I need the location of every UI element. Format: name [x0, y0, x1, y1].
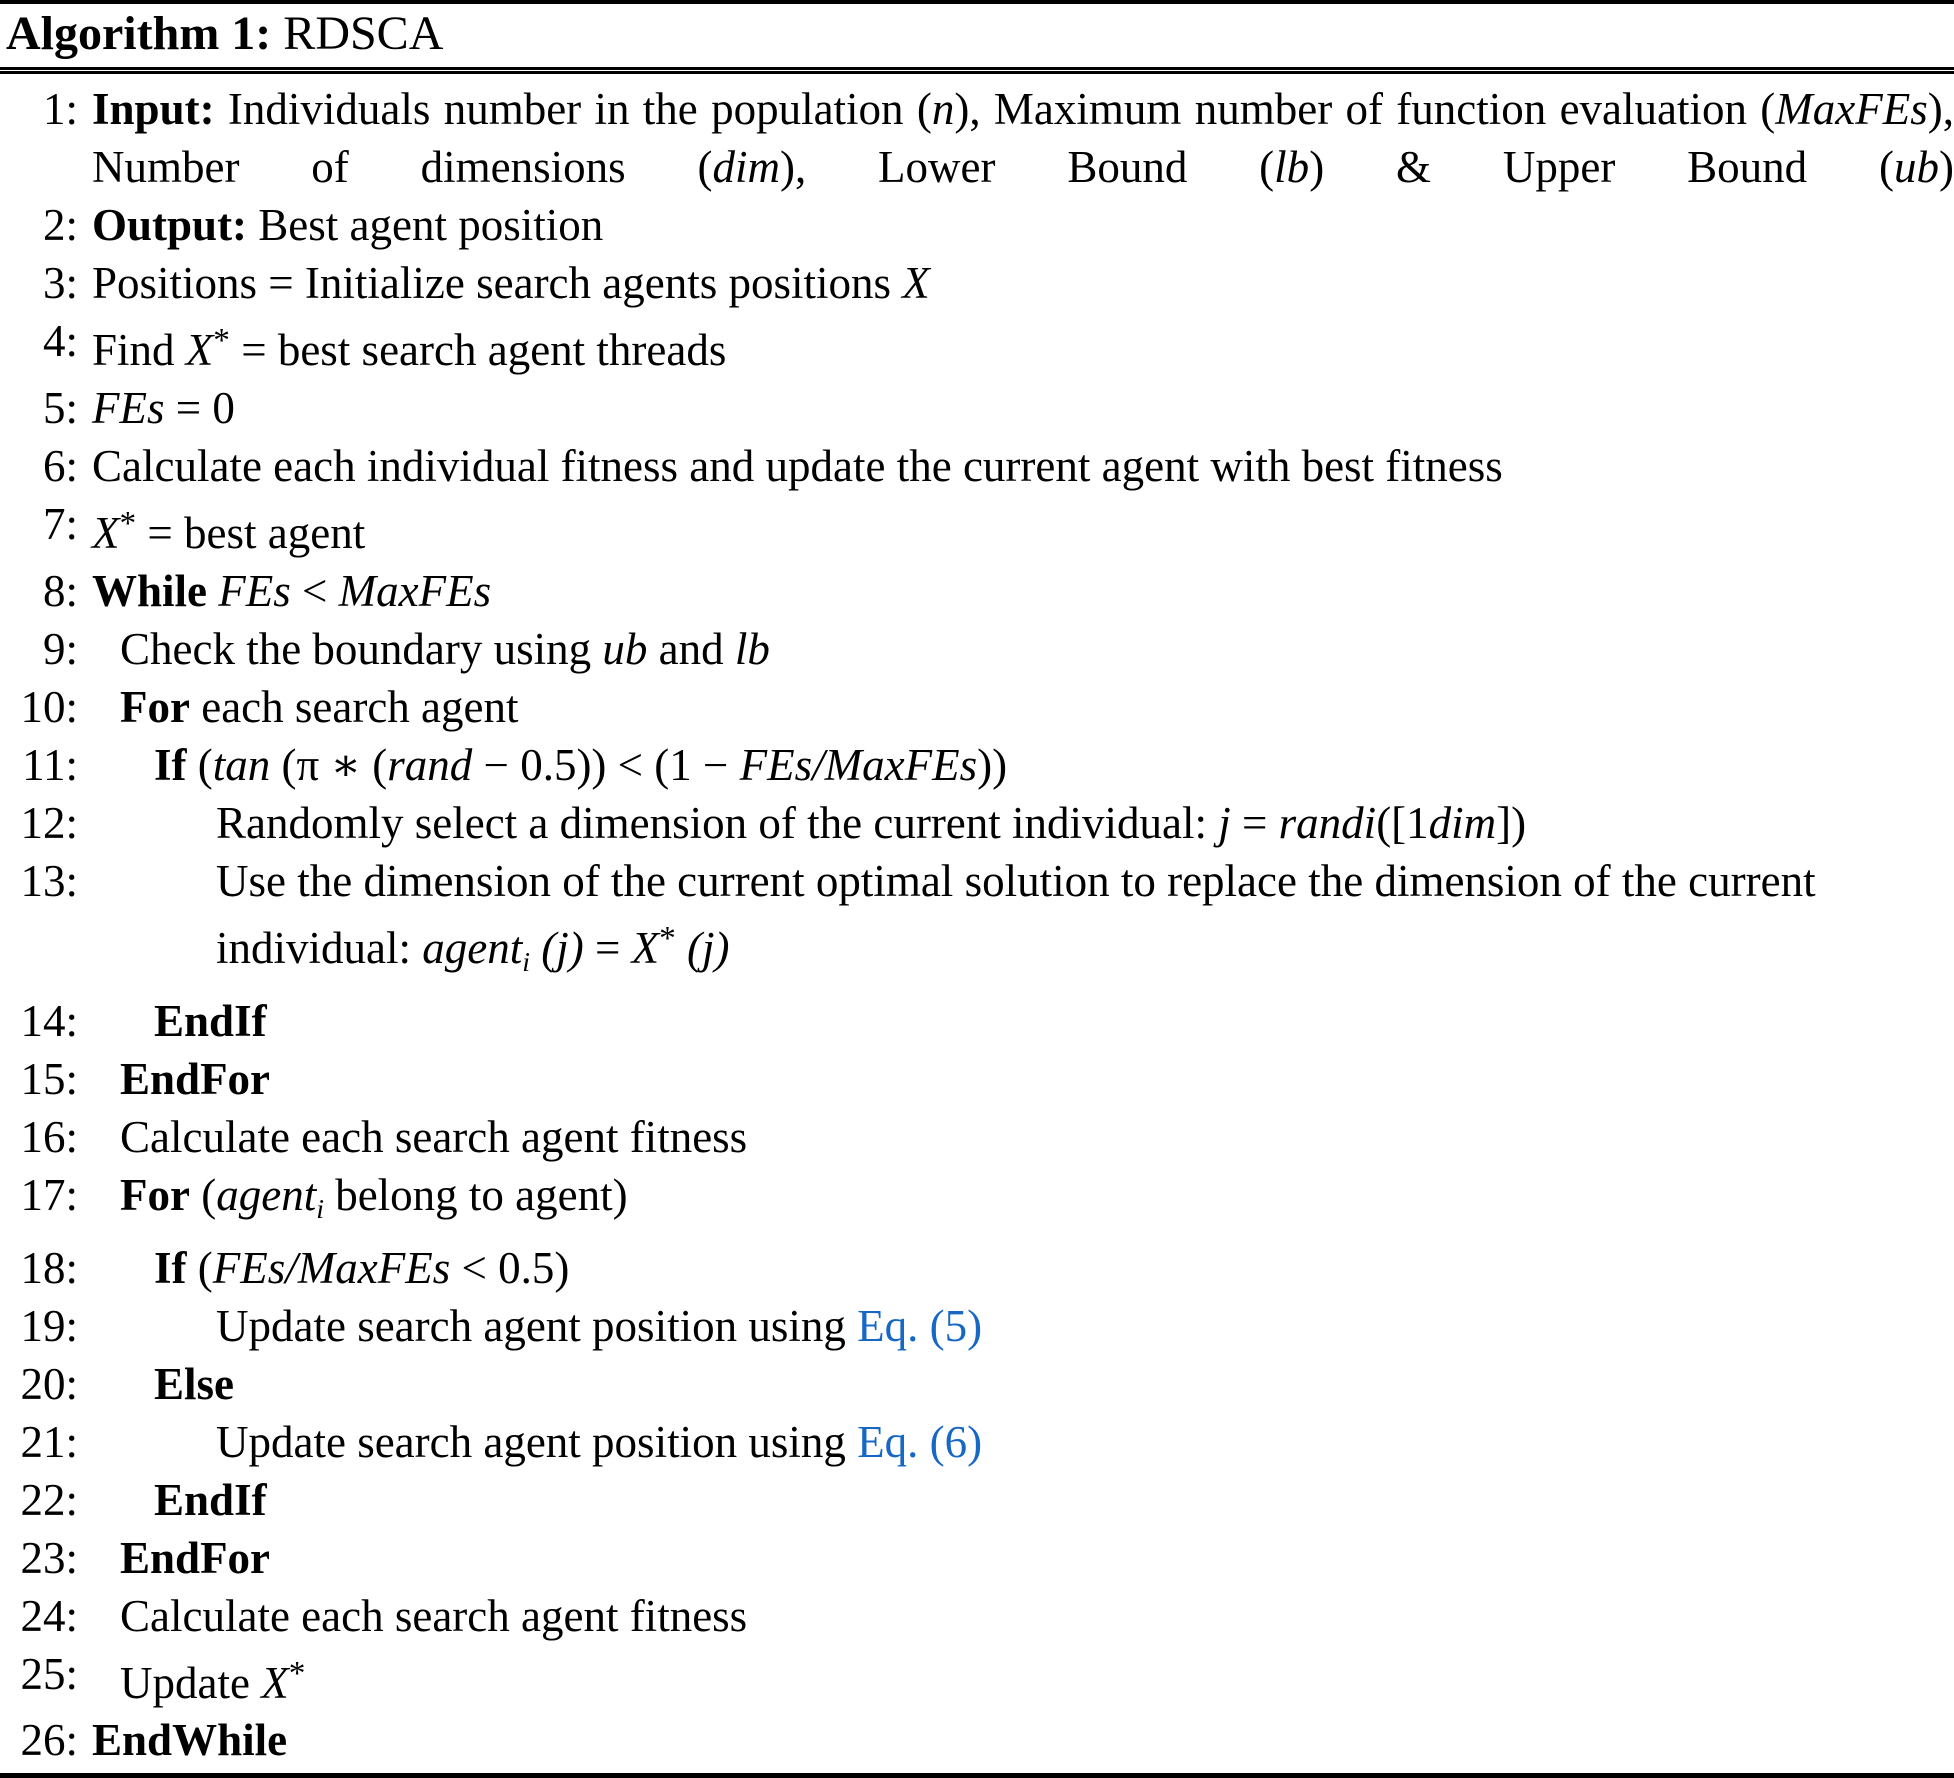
line-text-part: belong to agent)	[323, 1169, 628, 1220]
algorithm-line	[0, 992, 1954, 1050]
var-fes: FEs	[218, 565, 291, 616]
subscript-i: i	[522, 946, 530, 978]
star-superscript: *	[659, 919, 676, 957]
line-content	[92, 620, 1954, 678]
line-text: Calculate each search agent fitness	[120, 1111, 748, 1162]
line-text: Calculate each individual fitness and update the current agent with best fitness	[92, 440, 1503, 491]
line-number: 3:	[42, 257, 78, 308]
line-keyword: Output:	[92, 199, 248, 250]
algorithm-line	[0, 562, 1954, 620]
var-fes: FEs	[212, 1242, 286, 1293]
slash: /	[812, 739, 825, 790]
line-number: 13:	[20, 855, 78, 906]
expr-part: − 0.5)) < (1 −	[472, 739, 740, 790]
var-agent: agent	[422, 922, 523, 973]
algorithm-line	[0, 196, 1954, 254]
algorithm-line-continuation	[0, 910, 1954, 992]
line-number: 19:	[20, 1300, 78, 1351]
line-keyword: For	[120, 1169, 190, 1220]
var-fes: FEs	[92, 382, 165, 433]
line-number: 8:	[42, 565, 78, 616]
line-text-part: Randomly select a dimension of the current individual:	[216, 797, 1219, 848]
algorithm-line	[0, 1587, 1954, 1645]
algorithm-line	[0, 620, 1954, 678]
paren: (	[197, 739, 213, 790]
var-lb: lb	[734, 623, 770, 674]
algorithm-line	[0, 678, 1954, 736]
algorithm-steps	[0, 74, 1954, 1774]
expr-part: ([1	[1376, 797, 1429, 848]
algorithm-title	[0, 4, 1954, 67]
line-content	[92, 254, 1954, 312]
var-fes: FEs	[739, 739, 813, 790]
line-number: 10:	[20, 681, 78, 732]
algorithm-line	[0, 1413, 1954, 1471]
var-j: j	[1218, 797, 1231, 848]
line-keyword: EndFor	[120, 1053, 271, 1104]
line-number: 11:	[22, 739, 78, 790]
line-number: 17:	[20, 1169, 78, 1220]
line-text-part: = 0	[164, 382, 235, 433]
algorithm-line	[0, 312, 1954, 379]
algorithm-line	[0, 1355, 1954, 1413]
paren: (	[197, 1242, 213, 1293]
line-text: Calculate each search agent fitness	[120, 1590, 748, 1641]
line-number: 1:	[42, 83, 78, 134]
var-maxfes: MaxFEs	[297, 1242, 451, 1293]
var-n: n	[931, 83, 955, 134]
line-text: each search agent	[201, 681, 519, 732]
algorithm-line	[0, 1645, 1954, 1712]
var-ub: ub	[602, 623, 648, 674]
line-keyword: Input:	[92, 83, 215, 134]
line-content	[92, 1471, 1954, 1529]
line-content	[92, 1645, 1954, 1712]
var-x: X	[631, 922, 660, 973]
title-divider-rule	[0, 67, 1954, 74]
algorithm-line	[0, 1108, 1954, 1166]
var-x: X	[261, 1657, 289, 1708]
line-keyword: EndFor	[120, 1532, 271, 1583]
algorithm-line	[0, 1166, 1954, 1239]
fn-randi: randi	[1278, 797, 1377, 848]
equation-reference-link[interactable]: Eq. (6)	[857, 1416, 983, 1467]
algorithm-line	[0, 80, 1954, 196]
line-number: 14:	[20, 995, 78, 1046]
algorithm-line	[0, 254, 1954, 312]
algorithm-line	[0, 1050, 1954, 1108]
line-content	[92, 852, 1954, 910]
var-dim: dim	[712, 141, 780, 192]
line-text-part: ), Lower Bound (	[779, 141, 1275, 192]
line-number: 24:	[20, 1590, 78, 1641]
line-keyword: EndIf	[154, 1474, 267, 1525]
subscript-i: i	[316, 1193, 324, 1225]
expr-part: ))	[977, 739, 1008, 790]
line-content	[92, 562, 1954, 620]
algorithm-line	[0, 1529, 1954, 1587]
line-number: 7:	[42, 498, 78, 549]
line-content	[92, 1355, 1954, 1413]
paren: (	[201, 1169, 217, 1220]
slash: /	[285, 1242, 298, 1293]
var-lb: lb	[1274, 141, 1310, 192]
line-content	[92, 1166, 1954, 1239]
line-content	[92, 80, 1954, 196]
line-number: 6:	[42, 440, 78, 491]
expr-part: (π ∗ (	[270, 739, 388, 790]
bottom-rule	[0, 1773, 1954, 1778]
line-text-part: Update	[120, 1657, 262, 1708]
line-number: 20:	[20, 1358, 78, 1409]
line-text-part: = best search agent threads	[229, 324, 727, 375]
line-keyword: If	[154, 1242, 187, 1293]
algorithm-line	[0, 1297, 1954, 1355]
expr-part: (j)	[675, 922, 730, 973]
operator: =	[1230, 797, 1279, 848]
var-rand: rand	[387, 739, 473, 790]
line-content	[92, 678, 1954, 736]
star-superscript: *	[119, 504, 137, 542]
algorithm-line	[0, 1471, 1954, 1529]
star-superscript: *	[288, 1654, 306, 1692]
line-keyword: EndWhile	[92, 1715, 288, 1766]
line-content	[92, 1529, 1954, 1587]
var-dim: dim	[1428, 797, 1497, 848]
operator: <	[290, 565, 339, 616]
line-content	[92, 910, 1954, 992]
line-text-part: Update search agent position using	[216, 1300, 858, 1351]
star-superscript: *	[213, 321, 230, 359]
line-text-part: Individuals number in the population (	[227, 83, 932, 134]
line-text-part: ), Maximum number of function evaluation (	[954, 83, 1776, 134]
var-x: X	[902, 257, 930, 308]
var-x: X	[185, 324, 214, 375]
algorithm-line	[0, 1239, 1954, 1297]
algorithm-name: RDSCA	[283, 7, 444, 60]
line-text-part: = best agent	[136, 507, 366, 558]
line-text-part: Use the dimension of the current optimal solution to replace the dimension of the current	[216, 855, 1816, 906]
var-maxfes: MaxFEs	[1775, 83, 1928, 134]
line-content	[92, 736, 1954, 794]
line-number: 25:	[20, 1648, 78, 1699]
line-text-part: and	[647, 623, 735, 674]
algorithm-line	[0, 1711, 1954, 1769]
expr-part: < 0.5)	[450, 1242, 570, 1293]
line-number: 4:	[42, 315, 78, 366]
line-text-part: )	[1939, 141, 1954, 192]
line-number: 23:	[20, 1532, 78, 1583]
line-text-part: Check the boundary using	[120, 623, 603, 674]
algorithm-line	[0, 852, 1954, 910]
line-text-part: ), Number of dimensions (	[92, 83, 1954, 192]
line-content	[92, 495, 1954, 562]
var-maxfes: MaxFEs	[824, 739, 978, 790]
line-content	[92, 379, 1954, 437]
line-text: Best agent position	[258, 199, 604, 250]
var-ub: ub	[1894, 141, 1939, 192]
line-text-part: ) & Upper Bound (	[1309, 141, 1894, 192]
expr-part: (j)	[529, 922, 584, 973]
line-text-part: individual:	[216, 922, 423, 973]
line-keyword: While	[92, 565, 208, 616]
equation-reference-link[interactable]: Eq. (5)	[857, 1300, 983, 1351]
line-content	[92, 1239, 1954, 1297]
var-x: X	[92, 507, 120, 558]
operator: =	[583, 922, 632, 973]
fn-tan: tan	[212, 739, 271, 790]
line-number: 16:	[20, 1111, 78, 1162]
expr-part: ])	[1496, 797, 1527, 848]
algorithm-line	[0, 736, 1954, 794]
line-number: 15:	[20, 1053, 78, 1104]
line-text-part: Find	[92, 324, 186, 375]
line-number: 18:	[20, 1242, 78, 1293]
line-content	[92, 794, 1954, 852]
algorithm-line	[0, 495, 1954, 562]
line-content	[92, 1413, 1954, 1471]
line-number: 22:	[20, 1474, 78, 1525]
line-content	[92, 312, 1954, 379]
line-text-part: Positions = Initialize search agents positions	[92, 257, 903, 308]
line-number: 9:	[42, 623, 78, 674]
line-keyword: Else	[154, 1358, 235, 1409]
line-keyword: If	[154, 739, 187, 790]
var-maxfes: MaxFEs	[338, 565, 492, 616]
line-number: 26:	[20, 1715, 78, 1766]
line-content	[92, 992, 1954, 1050]
algorithm-line	[0, 437, 1954, 495]
line-content	[92, 196, 1954, 254]
line-keyword: For	[120, 681, 190, 732]
algorithm-line	[0, 794, 1954, 852]
algorithm-line	[0, 379, 1954, 437]
line-keyword: EndIf	[154, 995, 267, 1046]
line-content	[92, 1050, 1954, 1108]
var-agent: agent	[216, 1169, 317, 1220]
line-number: 12:	[20, 797, 78, 848]
line-text-part: Update search agent position using	[216, 1416, 858, 1467]
line-number: 5:	[42, 382, 78, 433]
line-number: 21:	[20, 1416, 78, 1467]
line-content	[92, 1711, 1954, 1769]
algorithm-label: Algorithm 1:	[6, 7, 272, 60]
line-content	[92, 1297, 1954, 1355]
line-number: 2:	[42, 199, 78, 250]
